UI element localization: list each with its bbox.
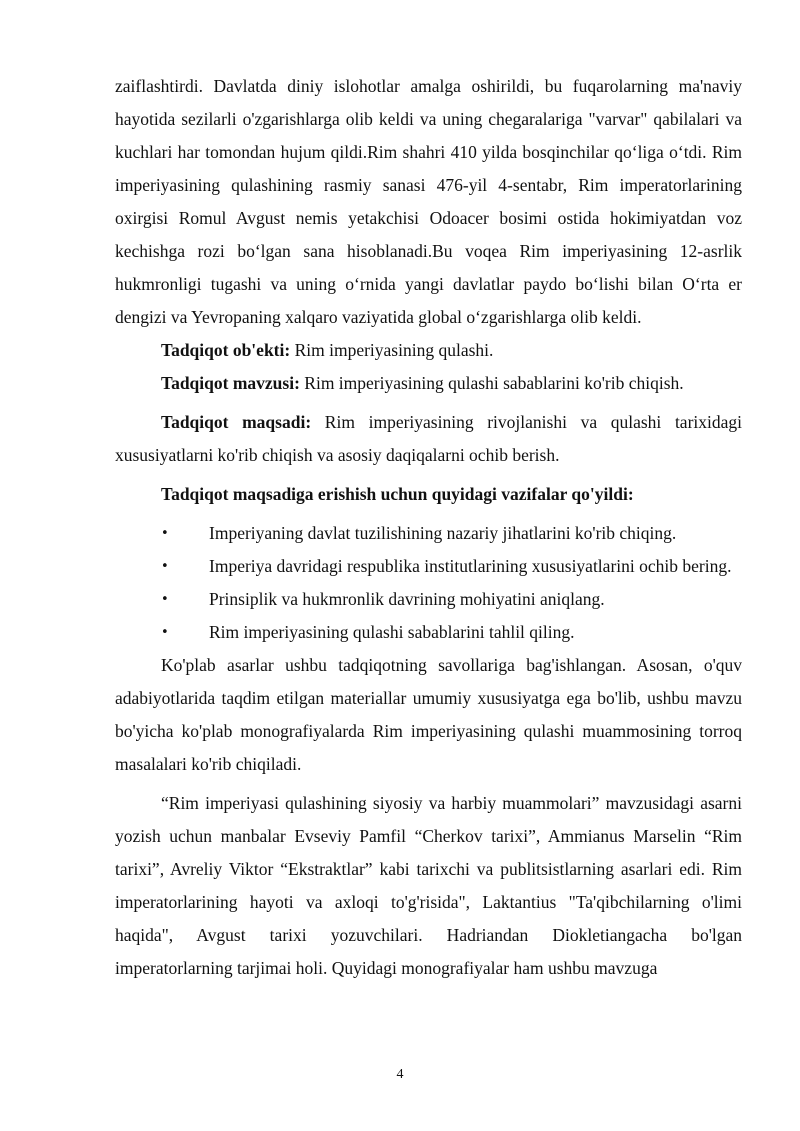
list-item-text: Imperiya davridagi respublika institutlarining xususiyatlarini ochib bering. (209, 556, 732, 576)
tasks-heading: Tadqiqot maqsadiga erishish uchun quyidagi vazifalar qo'yildi: (161, 484, 634, 504)
research-object (115, 334, 742, 367)
list-item (115, 616, 742, 649)
research-goal-text: Rim imperiyasining rivojlanishi va qulashi tarixidagi xususiyatlarni ko'rib chiqish va asosiy daqiqalarni ochib berish. (115, 412, 743, 465)
tasks-list (115, 517, 742, 649)
list-item-text: Imperiyaning davlat tuzilishining nazariy jihatlarini ko'rib chiqing. (209, 523, 677, 543)
research-subject-label: Tadqiqot mavzusi: (161, 373, 300, 393)
list-item-text: Prinsiplik va hukmronlik davrining mohiyatini aniqlang. (209, 589, 605, 609)
paragraph-intro: zaiflashtirdi. Davlatda diniy islohotlar amalga oshirildi, bu fuqarolarning ma'naviy hayotida sezilarli o'zgarishlarga olib keldi va uning chegaralariga "varvar" qabilalari va kuchlari har tomondan hujum qildi.Rim shahri 410 yilda bosqinchilar qo‘liga o‘tdi. Rim imperiyasining qulashining rasmiy sanasi 476-yil 4-sentabr, Rim imperatorlarining oxirgisi Romul Avgust nemis yetakchisi Odoacer bosimi ostida hokimiyatdan voz kechishga rozi bo‘lgan sana hisoblanadi.Bu voqea Rim imperiyasining 12-asrlik hukmronligi tugashi va uning o‘rnida yangi davlatlar paydo bo‘lishi bilan O‘rta er dengizi va Yevropaning xalqaro vaziyatida global o‘zgarishlarga olib keldi. (115, 76, 742, 327)
page-number: 4 (396, 1067, 404, 1082)
list-item (115, 517, 742, 550)
paragraph-literature: Ko'plab asarlar ushbu tadqiqotning savollariga bag'ishlangan. Asosan, o'quv adabiyotlarida taqdim etilgan materiallar umumiy xususiyatga ega bo'lib, ushbu mavzu bo'yicha ko'plab monografiyalarda Rim imperiyasining qulashi muammosining torroq masalalari ko'rib chiqiladi. (115, 655, 742, 774)
list-item-text: Rim imperiyasining qulashi sabablarini tahlil qiling. (209, 622, 575, 642)
research-subject (115, 367, 742, 400)
research-goal-label: Tadqiqot maqsadi: (161, 412, 312, 432)
bullet-icon: • (161, 592, 169, 607)
paragraph-sources: “Rim imperiyasi qulashining siyosiy va harbiy muammolari” mavzusidagi asarni yozish uchun manbalar Evseviy Pamfil “Cherkov tarixi”, Ammianus Marselin “Rim tarixi”, Avreliy Viktor “Ekstraktlar” kabi tarixchi va publitsistlarning asarlari edi. Rim imperatorlarining hayoti va axloqi to'g'risida", Laktantius "Ta'qibchilarning o'limi haqida", Avgust tarixi yozuvchilari. Hadriandan Diokletiangacha bo'lgan imperatorlarning tarjimai holi. Quyidagi monografiyalar ham ushbu mavzuga (115, 793, 742, 978)
page-body (115, 70, 742, 985)
research-subject-text: Rim imperiyasining qulashi sabablarini ko'rib chiqish. (299, 373, 684, 393)
list-item (115, 583, 742, 616)
list-item (115, 550, 742, 583)
bullet-icon: • (161, 559, 169, 574)
bullet-icon: • (161, 526, 169, 541)
bullet-icon: • (161, 625, 169, 640)
research-goal (115, 406, 742, 472)
research-object-text: Rim imperiyasining qulashi. (290, 340, 494, 360)
research-object-label: Tadqiqot ob'ekti: (161, 340, 291, 360)
